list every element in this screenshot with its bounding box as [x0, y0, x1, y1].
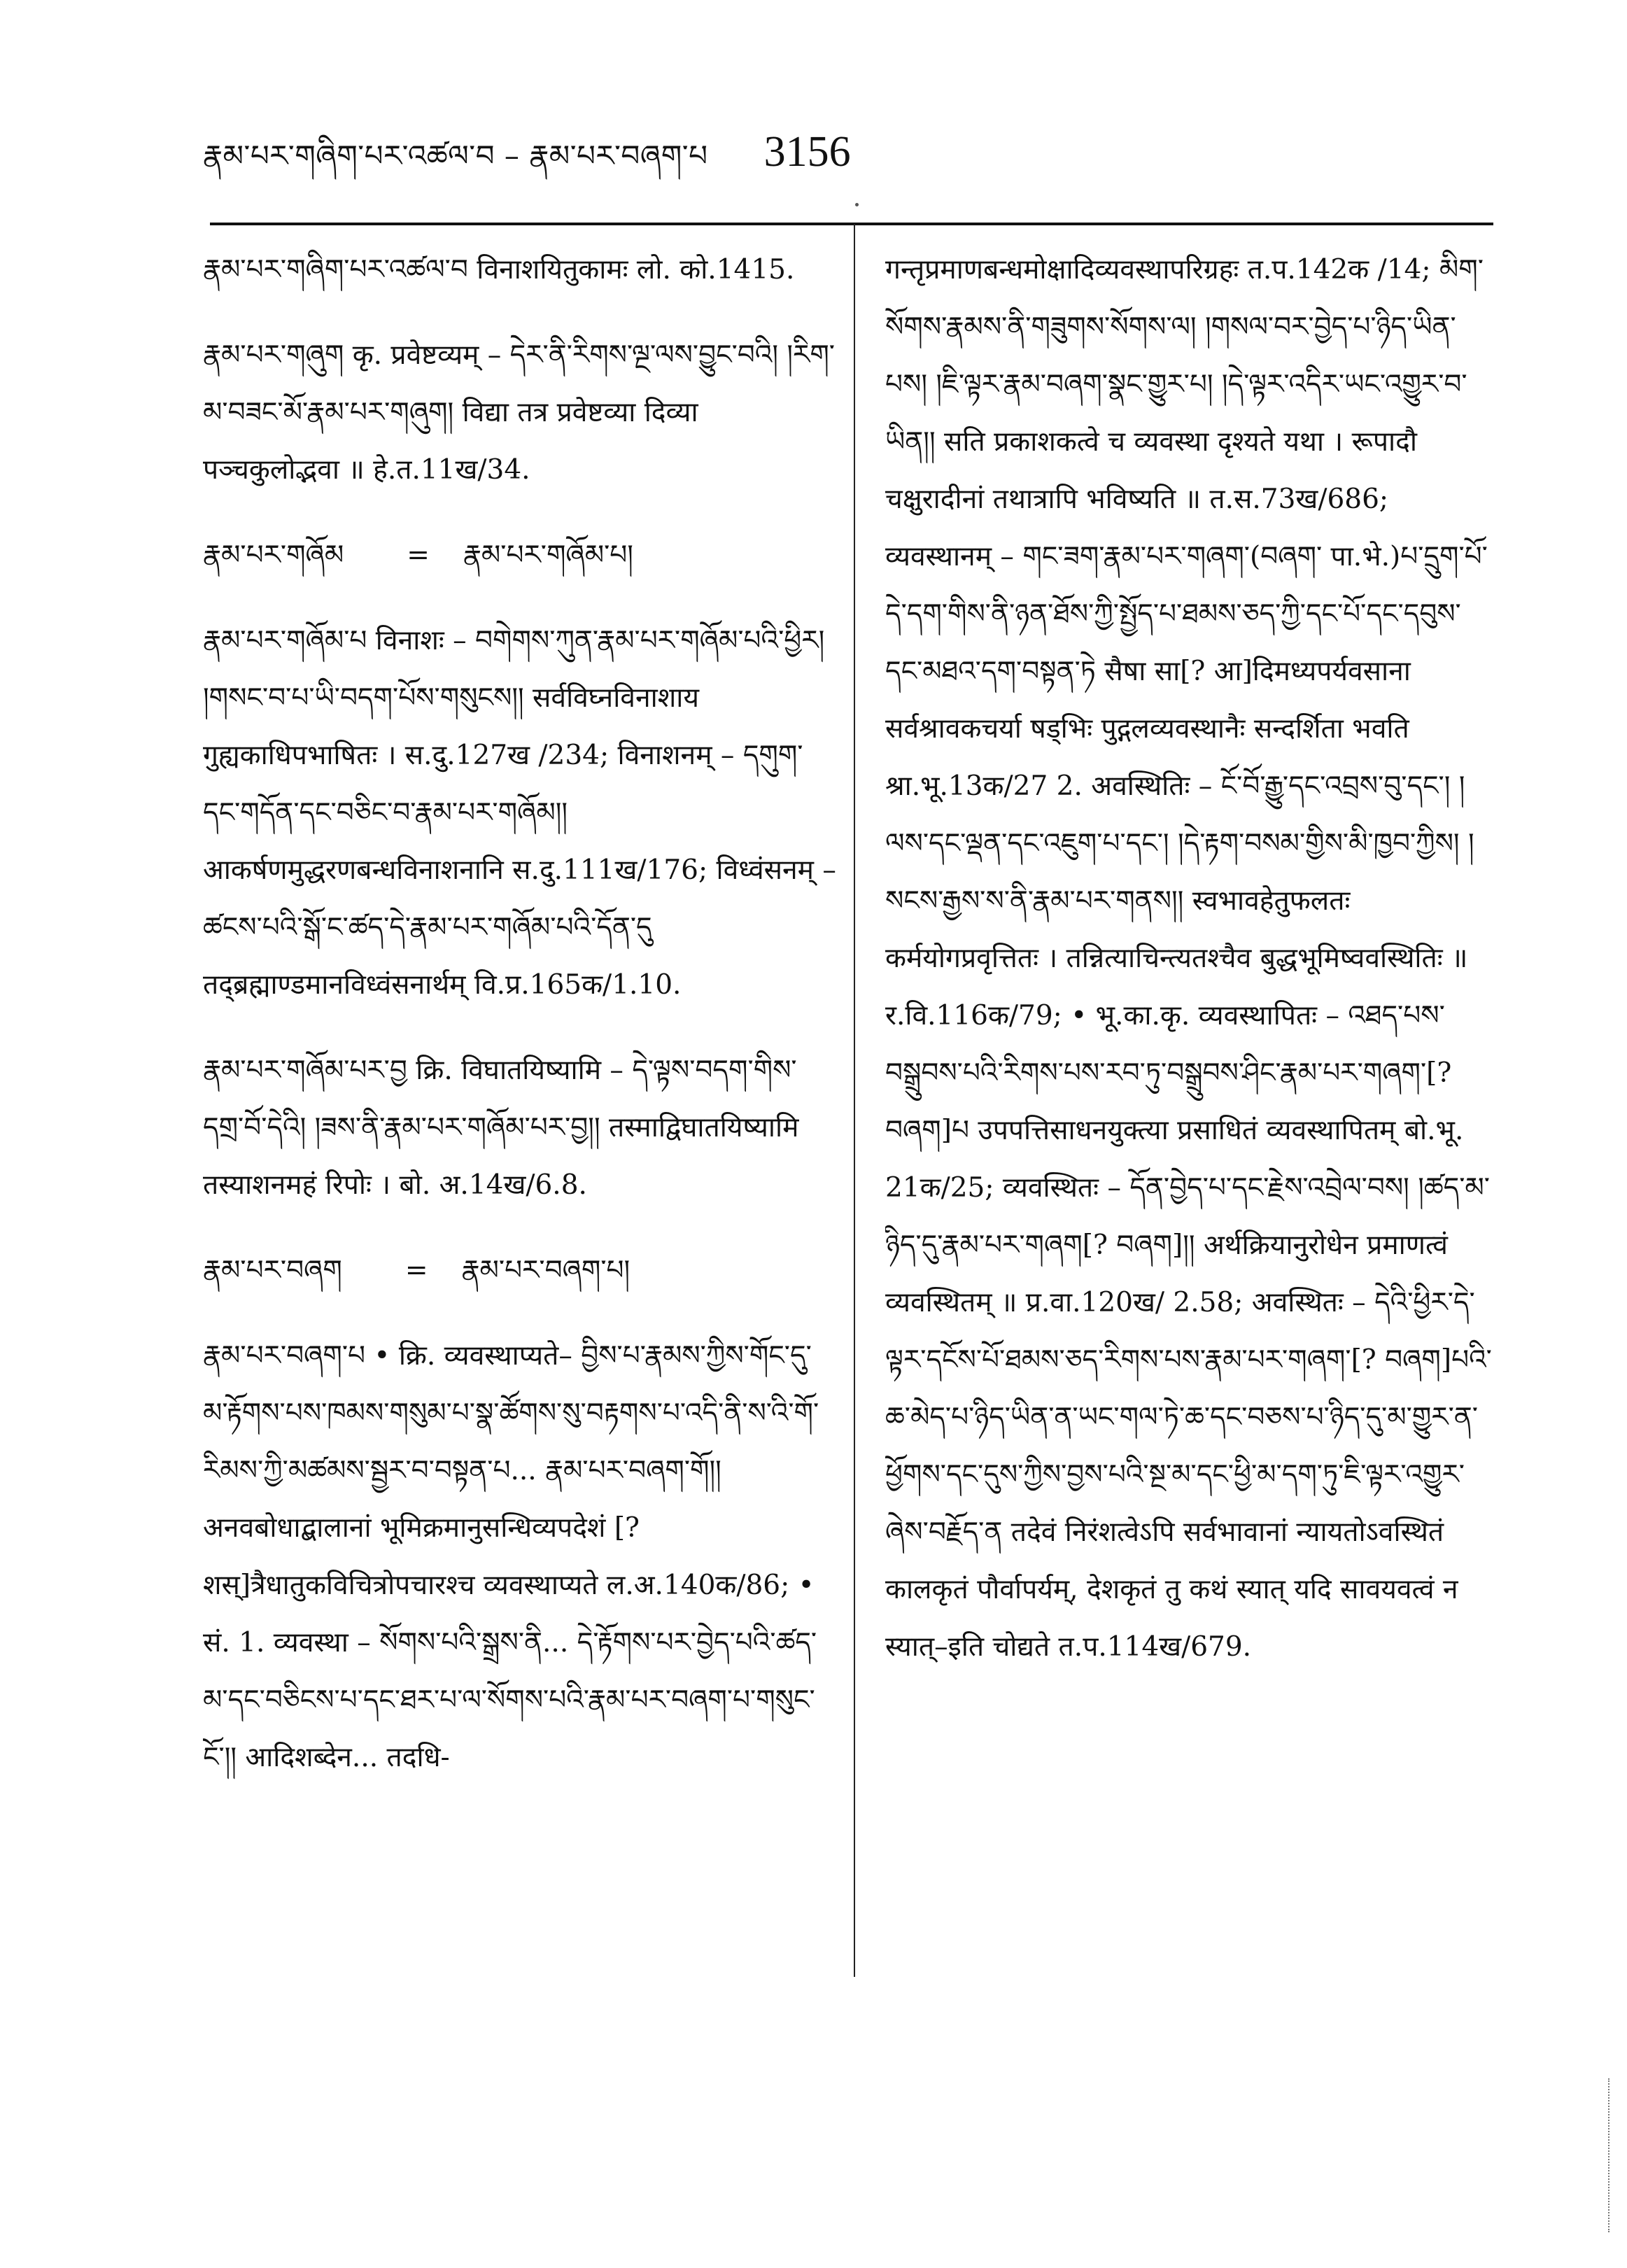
entry-headword: རྣམ་པར་གཞིག་པར་འཚལ་བ: [203, 254, 468, 286]
right-column: [885, 241, 1494, 2005]
entry-text: क्रि. विघातयिष्यामि – དེ་ལྟས་བདག་གིས་དགྲ་བོ་དེའི། །ཟས་ནི་རྣམ་པར་གཞོམ་པར་བྱ།། तस्माद्विघातयिष्यामि तस्याशनमहं रिपोः । बो. अ.14ख/6.8.: [203, 1055, 799, 1201]
dictionary-entry: [203, 612, 836, 1014]
equals-sign: =: [407, 540, 430, 571]
entry-headword: རྣམ་པར་གཞོམ: [203, 540, 344, 571]
dictionary-entry: [203, 241, 836, 299]
dictionary-entry: [203, 1042, 836, 1214]
print-speck: [855, 203, 859, 206]
cross-reference-target: རྣམ་པར་བཞག་པ།: [461, 1255, 631, 1286]
left-column: [203, 241, 836, 2005]
dictionary-entry: [203, 327, 836, 499]
cross-reference-target: རྣམ་པར་གཞོམ་པ།: [463, 540, 633, 571]
header-range: རྣམ་པར་གཞིག་པར་འཚལ་བ – རྣམ་པར་བཞག་པ: [203, 139, 708, 173]
entry-headword: རྣམ་པར་གཞོམ་པར་བྱ: [203, 1055, 407, 1086]
page-number: 3156: [763, 128, 851, 176]
entry-text: विनाशयितुकामः लो. को.1415.: [477, 254, 795, 286]
equals-sign: =: [404, 1255, 428, 1286]
entry-text: कृ. प्रवेष्टव्यम् – དེར་ནི་རིགས་ལྔ་ལས་བྱུང་བའི། །རིག་མ་བཟང་མོ་རྣམ་པར་གཞུག། विद्या तत्र प्रवेष्टव्या दिव्या पञ्चकुलोद्भवा ॥ हे.त.11ख/34.: [203, 339, 835, 486]
continued-entry-text: गन्तृप्रमाणबन्धमोक्षादिव्यवस्थापरिग्रहः त.प.142क /14; མིག་སོགས་རྣམས་ནི་གཟུགས་སོགས་ལ། །གསལ་བར་བྱེད་པ་ཉིད་ཡིན་པས། །ཇི་ལྟར་རྣམ་བཞག་སྣང་གྱུར་པ། །དེ་ལྟར་འདིར་ཡང་འགྱུར་བ་ཡིན།། सति प्रकाशकत्वे च व्यवस्था दृश्यते यथा । रूपादौ चक्षुरादीनां तथात्रापि भविष्यति ॥ त.स.73ख/686; व्यवस्थानम् – གང་ཟག་རྣམ་པར་གཞག་(བཞག་ पा.भे.)པ་དྲུག་པོ་དེ་དག་གིས་ནི་ཉན་ཐོས་ཀྱི་སྤྱོད་པ་ཐམས་ཅད་ཀྱི་དང་པོ་དང་དབུས་དང་མཐའ་དག་བསྟན་ཏེ सैषा सा[? आ]दिमध्यपर्यवसाना सर्वश्रावकचर्या षड्भिः पुद्गलव्यवस्थानैः सन्दर्शिता भवति श्रा.भू.13क/27 2. अवस्थितिः – ངོ་བོ་རྒྱུ་དང་འབྲས་བུ་དང་། །ལས་དང་ལྡན་དང་འཇུག་པ་དང་། །དེ་རྟག་བསམ་གྱིས་མི་ཁྱབ་ཀྱིས། །སངས་རྒྱས་ས་ནི་རྣམ་པར་གནས།། स्वभावहेतुफलतः कर्मयोगप्रवृत्तितः । तन्नित्याचिन्त्यतश्चैव बुद्धभूमिष्ववस्थितिः ॥ र.वि.116क/79; • भू.का.कृ. व्यवस्थापितः – འཐད་པས་བསྒྲུབས་པའི་རིགས་པས་རབ་ཏུ་བསྒྲུབས་ཤིང་རྣམ་པར་གཞག་[? བཞག]པ उपपत्तिसाधनयुक्त्या प्रसाधितं व्यवस्थापितम् बो.भू. 21क/25; व्यवस्थितः – དོན་བྱེད་པ་དང་རྗེས་འབྲེལ་བས། །ཚད་མ་ཉིད་དུ་རྣམ་པར་གཞག[? བཞག]།། अर्थक्रियानुरोधेन प्रमाणत्वं व्यवस्थितम् ॥ प्र.वा.120ख/ 2.58; अवस्थितः – དེའི་ཕྱིར་དེ་ལྟར་དངོས་པོ་ཐམས་ཅད་རིགས་པས་རྣམ་པར་གཞག་[? བཞག]པའི་ཆ་མེད་པ་ཉིད་ཡིན་ན་ཡང་གལ་ཏེ་ཆ་དང་བཅས་པ་ཉིད་དུ་མ་གྱུར་ན་ཕྱོགས་དང་དུས་ཀྱིས་བྱས་པའི་སྔ་མ་དང་ཕྱི་མ་དག་ཏུ་ཇི་ལྟར་འགྱུར་ཞེས་བརྗོད་ན तदेवं निरंशत्वेऽपि सर्वभावानां न्यायतोऽवस्थितं कालकृतं पौर्वापर्यम्, देशकृतं तु कथं स्यात् यदि सावयवत्वं न स्यात्–इति चोद्यते त.प.114ख/679.: [885, 254, 1492, 1663]
scan-edge-marks: [1608, 2078, 1612, 2232]
cross-reference-entry: [203, 527, 836, 584]
entry-headword: རྣམ་པར་གཞུག: [203, 339, 344, 371]
entry-headword: རྣམ་པར་གཞོམ་པ: [203, 625, 367, 656]
dictionary-entry: [203, 1327, 836, 1787]
cross-reference-entry: [203, 1242, 836, 1299]
entry-text: • क्रि. व्यवस्थाप्यते– བྱིས་པ་རྣམས་ཀྱིས་གོང་དུ་མ་རྟོགས་པས་ཁམས་གསུམ་པ་སྣ་ཚོགས་སུ་བརྟགས་པ་འདི་ནི་ས་འི་གོ་རིམས་ཀྱི་མཚམས་སྦྱར་བ་བསྟན་པ... རྣམ་པར་བཞག་གོ།། अनवबोधाद्बालानां भूमिक्रमानुसन्धिव्यपदेशं [? शस्]त्रैधातुकविचित्रोपचारश्च व्यवस्थाप्यते ल.अ.140क/86; • सं. 1. व्यवस्था – སོགས་པའི་སྒྲས་ནི... དེ་རྟོགས་པར་བྱེད་པའི་ཚད་མ་དང་བཅིངས་པ་དང་ཐར་པ་ལ་སོགས་པའི་རྣམ་པར་བཞག་པ་གསུང་ངོ་།། आदिशब्देन... तदधि-: [203, 1340, 819, 1773]
column-divider: [854, 224, 855, 1977]
entry-headword: རྣམ་པར་བཞག: [203, 1255, 342, 1286]
page-header: [203, 122, 851, 206]
header-rule: [210, 223, 1493, 225]
entry-text: विनाशः – བགེགས་ཀུན་རྣམ་པར་གཞོམ་པའི་ཕྱིར། །གསང་བ་པ་ཡི་བདག་པོས་གསུངས།། सर्वविघ्नविनाशाय गुह्यकाधिपभाषितः । स.दु.127ख /234; विनाशनम् – དགུག་དང་གདོན་དང་བཅིང་བ་རྣམ་པར་གཞོམ།། आकर्षणमुद्धरणबन्धविनाशनानि स.दु.111ख/176; विध्वंसनम् – ཚངས་པའི་སྒོ་ང་ཚད་དེ་རྣམ་པར་གཞོམ་པའི་དོན་དུ तद्ब्रह्माण्डमानविध्वंसनार्थम् वि.प्र.165क/1.10.: [203, 625, 836, 1001]
entry-headword: རྣམ་པར་བཞག་པ: [203, 1340, 366, 1372]
